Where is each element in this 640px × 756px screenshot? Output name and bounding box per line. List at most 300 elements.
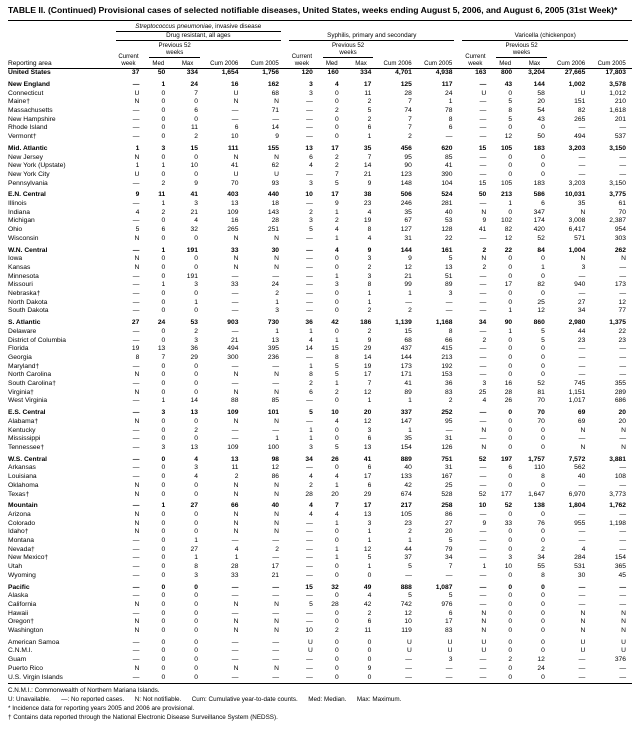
reporting-area-cell: C.N.M.I. [8,647,33,655]
value-cell: 0 [367,571,372,579]
value-cell: — [132,583,140,591]
value-cell: 40 [577,473,586,481]
value-cell: — [272,583,280,591]
value-cell: 0 [367,656,372,664]
value-cell: — [132,464,140,472]
value-cell: 0 [541,345,545,353]
value-cell: 95 [445,417,453,425]
table-row [8,511,632,520]
table-row [8,380,632,389]
value-cell: 0 [161,435,166,443]
value-cell: 89 [404,388,412,396]
value-cell: 6,970 [568,490,586,498]
value-cell: 1,198 [609,519,626,527]
value-cell: 3 [309,89,313,97]
value-cell: N [580,627,586,635]
value-cell: 83 [445,627,453,635]
value-cell: 15 [404,327,412,335]
value-cell: — [619,510,626,518]
value-cell: 20 [331,490,339,498]
value-cell: 2 [408,133,412,141]
value-cell: — [578,353,586,361]
value-cell: 0 [161,627,166,635]
value-cell: U [447,638,453,646]
notifiable-diseases-table [8,20,632,684]
value-cell: 456 [400,144,412,152]
value-cell: 4 [309,162,313,170]
value-cell: 100 [267,444,280,451]
table-row [8,554,632,563]
value-cell: — [132,106,140,114]
value-cell: 29 [190,353,198,361]
value-cell: N [274,664,280,672]
value-cell: — [578,272,586,280]
group-subtitle-strep: Drug resistant, all ages [116,32,281,41]
value-cell: 7,572 [568,455,586,463]
value-cell: 262 [614,246,626,254]
value-cell: 0 [508,638,513,646]
value-cell: 0 [194,490,198,498]
value-cell: 53 [445,217,453,225]
value-cell: 0 [541,272,545,280]
value-cell: 0 [541,647,545,655]
value-cell: 3 [448,290,453,298]
table-title: TABLE II. (Continued) Provisional cases of selected notifiable diseases, United States, weeks ending August 5, 2006, and August 6, 2005 (31st Week)* [8,5,618,15]
value-cell: — [132,290,140,298]
value-cell: 34 [445,554,453,562]
value-cell: — [479,464,487,472]
value-cell: 0 [541,528,545,536]
value-cell: N [274,417,280,425]
value-cell: 2 [334,153,339,161]
value-cell: 4 [367,208,372,216]
value-cell: 154 [614,554,626,562]
value-cell: — [306,263,313,271]
value-cell: 1,756 [262,69,280,77]
value-cell: 22 [504,246,513,254]
value-cell: — [578,170,586,178]
value-cell: — [578,371,586,379]
value-cell: 6 [508,464,513,472]
reporting-area-cell: District of Columbia [8,336,66,344]
value-cell: — [479,281,487,289]
value-cell: 81 [537,388,545,396]
group-subheader-strep [112,32,285,41]
value-cell: — [578,664,586,672]
value-cell: 68 [404,336,412,344]
value-cell: 17 [363,502,372,510]
value-cell: 7 [367,380,372,388]
value-cell: — [132,656,140,664]
value-cell: — [272,537,280,545]
value-cell: 0 [194,115,198,123]
value-cell: N [621,609,626,617]
value-cell: 0 [508,444,513,451]
value-cell: 9 [482,217,487,225]
value-cell: 3,773 [609,490,626,498]
value-cell: 506 [400,191,412,199]
value-cell: — [479,656,487,664]
value-cell: 3 [309,80,313,88]
value-cell: — [619,592,626,600]
value-cell: 24 [157,319,166,327]
reporting-area-cell: Illinois [8,200,27,208]
reporting-area-cell: Wisconsin [8,234,39,242]
value-cell: 6 [448,124,453,132]
value-cell: 10 [305,627,313,635]
value-cell: — [231,638,239,646]
value-cell: 3 [309,179,313,187]
value-cell: 0 [508,545,513,553]
table-row [8,307,632,316]
table-row [8,107,632,116]
value-cell: 620 [441,144,453,152]
table-row [8,499,632,511]
value-cell: 12 [504,133,513,141]
value-cell: — [479,473,487,481]
value-cell: N [233,481,239,489]
value-cell: N [134,98,140,106]
value-cell: 144 [533,80,545,88]
value-cell: 13 [231,455,239,463]
value-cell: — [306,124,313,132]
value-cell: 1,654 [221,69,239,77]
value-cell: 0 [334,592,339,600]
value-cell: 7 [334,170,339,178]
value-cell: — [306,656,313,664]
value-cell: 0 [161,583,166,591]
value-cell: — [479,362,487,370]
value-cell: 31 [404,234,412,242]
value-cell: — [445,298,453,306]
value-cell: 22 [445,234,453,242]
value-cell: 41 [478,226,487,234]
value-cell: 68 [271,89,280,97]
value-cell: 42 [331,319,339,327]
value-cell: 30 [271,246,280,254]
value-cell: 37 [131,69,140,77]
value-cell: — [272,592,280,600]
value-cell: 7 [334,502,339,510]
value-cell: 32 [331,583,339,591]
value-cell: 674 [400,490,412,498]
value-cell: — [306,537,313,545]
value-cell: 976 [441,600,453,608]
value-cell: 0 [161,327,166,335]
value-cell: 6 [367,464,372,472]
reporting-area-cell: Utah [8,563,23,571]
value-cell: 61 [618,200,626,208]
value-cell: 125 [400,80,412,88]
value-cell: 10 [231,133,239,141]
value-cell: 1 [334,519,339,527]
value-cell: 1 [334,272,339,280]
value-cell: 4 [309,510,313,518]
value-cell: N [580,618,586,626]
value-cell: 0 [194,600,198,608]
value-cell: 128 [441,226,453,234]
value-cell: 1,004 [568,246,586,254]
table-row [8,418,632,427]
value-cell: 0 [161,98,166,106]
value-cell: 6 [367,618,372,626]
value-cell: 15 [305,583,313,591]
value-cell: N [621,255,626,263]
value-cell: 303 [614,234,626,242]
value-cell: 5 [541,327,545,335]
table-row [8,299,632,308]
value-cell: 1 [309,327,313,335]
value-cell: 3 [367,255,372,263]
cum-2006-header: Cum 2006 [551,41,592,69]
value-cell: 183 [533,144,545,152]
value-cell: 0 [508,345,513,353]
value-cell: 3 [194,464,198,472]
value-cell: — [458,674,492,684]
value-cell: 55 [537,563,545,571]
value-cell: N [233,417,239,425]
value-cell: — [479,528,487,536]
value-cell: 571 [574,234,586,242]
value-cell: 0 [334,298,339,306]
value-cell: 160 [327,69,339,77]
value-cell: 3 [309,444,313,451]
value-cell: U [481,638,487,646]
value-cell: N [274,481,280,489]
value-cell: 5 [309,600,313,608]
value-cell: 5 [508,98,513,106]
value-cell: 4 [334,80,339,88]
value-cell: 4 [367,592,372,600]
value-cell: N [233,255,239,263]
value-cell: 2 [482,263,487,271]
table-row [8,610,632,619]
value-cell: 6 [541,200,545,208]
value-cell: 281 [441,200,453,208]
value-cell: 7 [161,353,166,361]
value-cell: — [306,397,313,405]
value-cell: — [479,371,487,379]
value-cell: N [621,618,626,626]
value-cell: 0 [508,647,513,655]
value-cell: 1 [161,281,166,289]
value-cell: 27 [131,319,140,327]
value-cell: — [272,380,280,388]
value-cell: 14 [271,124,280,132]
value-cell: 52 [504,502,513,510]
value-cell: 108 [614,473,626,481]
value-cell: 0 [161,124,166,132]
value-cell: N [233,263,239,271]
value-cell: — [306,618,313,626]
value-cell: 86 [271,473,280,481]
value-cell: — [479,272,487,280]
value-cell: 74 [404,106,412,114]
value-cell: 2 [367,307,372,315]
value-cell: 2 [334,388,339,396]
value-cell: — [578,592,586,600]
value-cell: 28 [271,217,280,225]
value-cell: — [619,545,626,553]
value-cell: 5 [508,115,513,123]
value-cell: 109 [227,208,239,216]
value-cell: 1 [161,162,166,170]
value-cell: 43 [504,80,513,88]
value-cell: 58 [537,89,545,97]
value-cell: 0 [334,115,339,123]
value-cell: 32 [190,226,198,234]
value-cell: — [231,592,239,600]
table-row [8,397,632,406]
value-cell: — [231,327,239,335]
value-cell: 217 [400,502,412,510]
value-cell: — [306,609,313,617]
reporting-area-cell: Mountain [8,502,38,510]
value-cell: 25 [445,481,453,489]
reporting-area-cell: Connecticut [8,89,44,97]
value-cell: 90 [404,162,412,170]
value-cell: — [231,583,239,591]
value-cell: N [134,664,140,672]
value-cell: 22 [618,327,626,335]
value-cell: N [274,600,280,608]
value-cell: — [578,124,586,132]
value-cell: — [479,571,487,579]
value-cell: 252 [441,409,453,417]
reporting-area-cell: Pacific [8,583,30,591]
value-cell: U [407,638,412,646]
reporting-area-cell: New Mexico† [8,554,49,562]
value-cell: — [578,162,586,170]
value-cell: 2 [367,115,372,123]
value-cell: 0 [161,272,166,280]
value-cell: 174 [533,217,545,225]
reporting-area-cell: Ohio [8,226,23,234]
table-row [8,171,632,180]
value-cell: 11 [158,191,166,199]
value-cell: 2 [334,627,339,635]
value-cell: — [445,426,453,434]
value-cell: 5 [408,563,412,571]
value-cell: N [134,627,140,635]
value-cell: 33 [231,571,239,579]
value-cell: — [132,80,140,88]
value-cell: 9 [367,336,372,344]
value-cell: 5 [448,537,453,545]
reporting-area-cell: Rhode Island [8,124,48,132]
value-cell: 686 [614,397,626,405]
value-cell: N [274,618,280,626]
reporting-area-cell: California [8,600,37,608]
value-cell: — [619,162,626,170]
value-cell: 0 [508,162,513,170]
value-cell: N [134,519,140,527]
reporting-area-cell: New Hampshire [8,115,56,123]
value-cell: N [134,618,140,626]
value-cell: 15 [190,144,198,152]
table-row [8,69,632,78]
value-cell: 8 [448,115,453,123]
value-cell: 5 [135,226,140,234]
value-cell: 0 [334,426,339,434]
footnote: U: Unavailable. —: No reported cases. N: Not notifiable. Cum: Cumulative year-to-date counts. Med: Median. Max: Maximum. [8,696,402,704]
reporting-area-cell: U.S. Virgin Islands [8,674,112,684]
value-cell: 3 [194,200,198,208]
value-cell: 0 [508,473,513,481]
value-cell: 1 [541,263,545,271]
table-row [8,473,632,482]
value-cell: 52 [478,455,487,463]
value-cell: 21 [271,571,280,579]
value-cell: 0 [194,371,198,379]
value-cell: — [272,647,280,655]
value-cell: 26 [331,455,339,463]
value-cell: — [132,200,140,208]
value-cell: 28 [504,388,513,396]
value-cell: 102 [500,217,513,225]
value-cell: — [132,554,140,562]
value-cell: 17 [363,473,372,481]
value-cell: 4 [334,246,339,254]
value-cell: 0 [161,298,166,306]
value-cell: 0 [508,298,513,306]
value-cell: 888 [400,583,412,591]
value-cell: 5 [408,592,412,600]
value-cell: 27 [190,502,198,510]
value-cell: 177 [500,490,513,498]
value-cell: N [233,388,239,396]
value-cell: 21 [363,170,372,178]
table-row [8,453,632,465]
value-cell: 751 [441,455,453,463]
value-cell: — [306,98,313,106]
value-cell: 0 [194,627,198,635]
table-row [8,345,632,354]
value-cell: — [479,417,487,425]
value-cell: 0 [541,170,545,178]
value-cell: 1 [408,426,412,434]
value-cell: 0 [334,571,339,579]
value-cell: 2,980 [568,319,586,327]
value-cell: 8 [194,563,198,571]
value-cell: 0 [161,336,166,344]
reporting-area-cell: Colorado [8,519,36,527]
value-cell: 17 [363,80,372,88]
value-cell: 0 [541,609,545,617]
value-cell: 6 [367,435,372,443]
value-cell: 13 [363,510,372,518]
value-cell: 0 [161,380,166,388]
value-cell: 0 [171,674,204,684]
value-cell: 95 [404,153,412,161]
value-cell: — [306,545,313,553]
value-cell: 31 [445,464,453,472]
value-cell: 6 [309,388,313,396]
value-cell: 334 [186,69,198,77]
value-cell: 4 [234,545,239,553]
value-cell: — [479,545,487,553]
value-cell: 3 [448,656,453,664]
value-cell: — [445,664,453,672]
value-cell: 8 [334,353,339,361]
reporting-area-cell: West Virginia [8,397,48,405]
value-cell: U [307,647,313,655]
value-cell: 54 [537,106,545,114]
value-cell: 4 [135,208,140,216]
value-cell: 2 [334,217,339,225]
footnote: † Contains data reported through the National Electronic Disease Surveillance System (NEDSS). [8,713,278,721]
value-cell: — [479,133,487,141]
